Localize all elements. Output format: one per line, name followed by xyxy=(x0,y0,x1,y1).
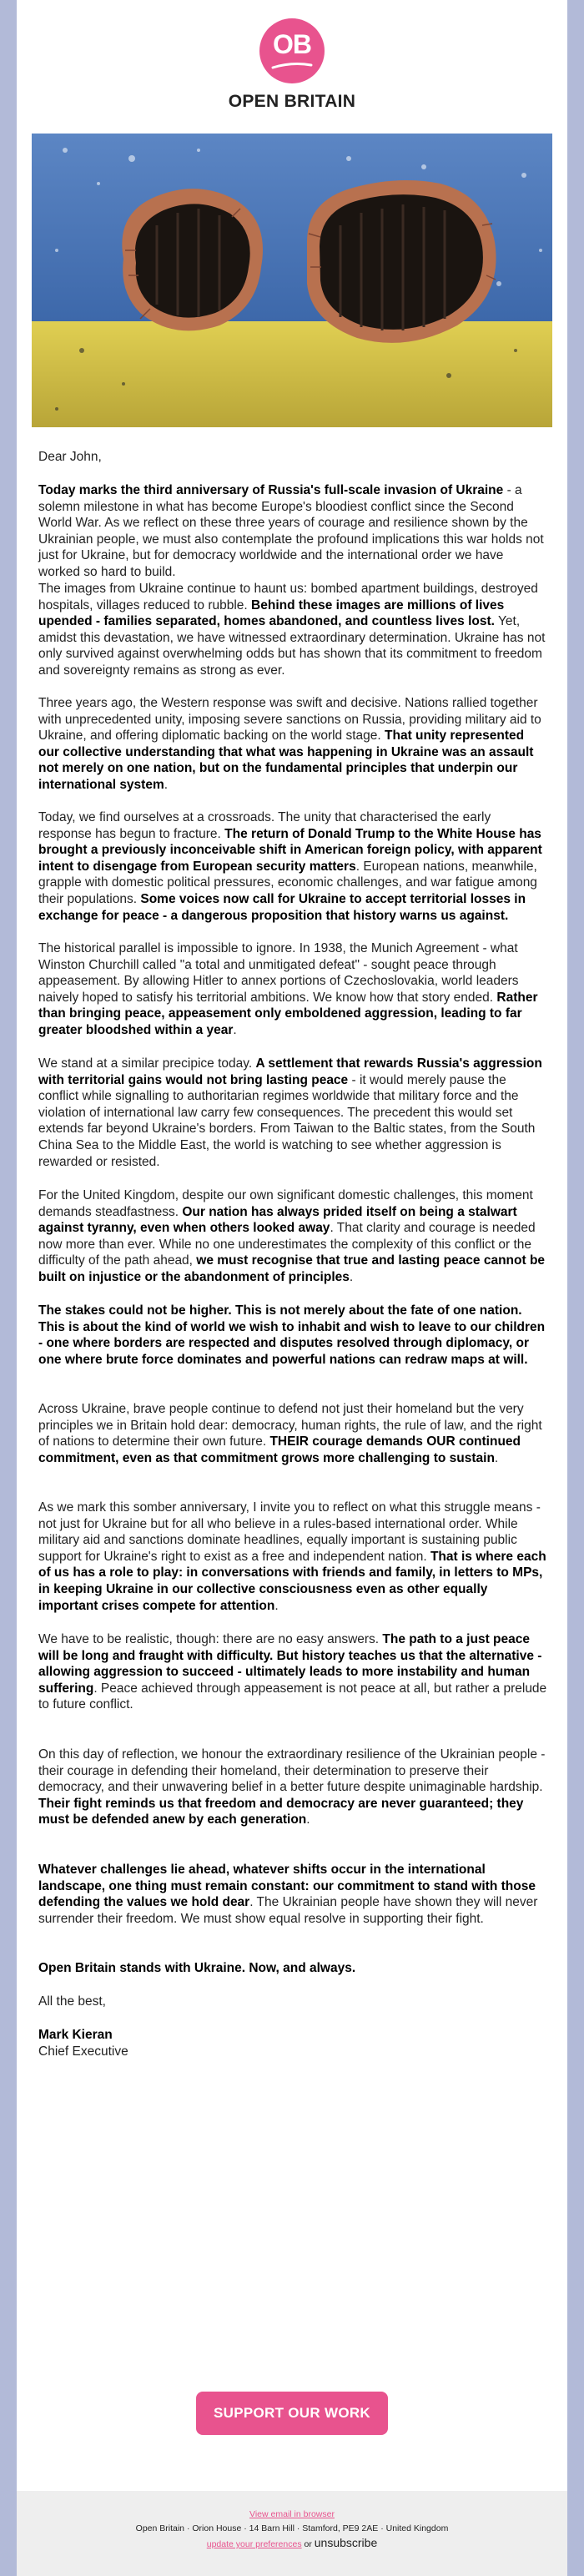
footer-or-text: or xyxy=(301,2539,315,2549)
paragraph-9 xyxy=(38,1401,547,1500)
paragraph-1 xyxy=(38,482,547,581)
paragraph-6 xyxy=(38,1056,547,1187)
p10-bold-1: That is where each of us has a role to play: in conversations with friends and family, in letters to MPs, in keeping Ukraine in our collective consciousness even as other equally important crises compete for attention xyxy=(38,1549,546,1613)
p7-text-2: . That clarity and courage is needed now more than ever. While no one underestimates the complexity of this conflict or the difficulty of the path ahead, xyxy=(38,1221,536,1268)
p12-text-1: On this day of reflection, we honour the extraordinary resilience of the Ukrainian people - their courage in defending their homeland, their determination to preserve their democracy, and their unwavering belief in a better future despite unimaginable hardship. xyxy=(38,1747,546,1795)
p3-text-1: Three years ago, the Western response was swift and decisive. Nations rallied together with unprecedented unity, imposing severe sanctions on Russia, providing military aid to Ukraine, and offering diplomatic backing on the world stage. xyxy=(38,696,541,744)
support-our-work-button[interactable]: SUPPORT OUR WORK xyxy=(196,2392,388,2435)
p4-text-2: . European nations, meanwhile, grapple with domestic political pressures, economic challenges, and war fatigue among their populations. xyxy=(38,859,537,906)
p4-text-1: Today, we find ourselves at a crossroads. The unity that characterised the early response has begun to fracture. xyxy=(38,810,491,841)
p7-bold-2: we must recognise that true and lasting peace cannot be built on injustice or the abandonment of principles xyxy=(38,1253,546,1284)
brand-name: OPEN BRITAIN xyxy=(228,92,356,111)
update-preferences-link[interactable]: update your preferences xyxy=(206,2539,302,2549)
p6-text-2: - it would merely pause the conflict while signalling to authoritarian regimes worldwide that military force and the violation of international law carry few consequences. The precedent this would set extends far beyond Ukraine's borders. From Taiwan to the Baltic states, from the South China Sea to the Middle East, the world is watching to see whether aggression is rewarded or resisted. xyxy=(38,1072,536,1169)
p11-text-1: We have to be realistic, though: there are no easy answers. xyxy=(38,1632,383,1646)
ukraine-flag-wall-image xyxy=(32,134,552,427)
open-britain-logo[interactable] xyxy=(259,18,325,83)
p14-bold-1: Open Britain stands with Ukraine. Now, and always. xyxy=(38,1961,356,1975)
paragraph-2 xyxy=(38,581,547,695)
p8-bold-1: The stakes could not be higher. This is not merely about the fate of one nation. This is about the kind of world we wish to inhabit and wish to leave to our children - one where borders are respected and disputes resolved through diplomacy, or one where brute force dominates and powerful nations can redraw maps at will. xyxy=(38,1303,546,1367)
p12-text-2: . xyxy=(306,1812,310,1827)
greeting: Dear John, xyxy=(38,450,102,464)
paragraph-11 xyxy=(38,1631,547,1747)
footer-links xyxy=(17,2536,567,2549)
p5-bold-1: Rather than bringing peace, appeasement only emboldened aggression, leading to far greater bloodshed within a year xyxy=(38,990,538,1037)
signer-name xyxy=(38,2027,547,2044)
unsubscribe-link[interactable]: unsubscribe xyxy=(314,2536,378,2549)
footer-address: Open Britain · Orion House · 14 Barn Hill · Stamford, PE9 2AE · United Kingdom xyxy=(135,2523,449,2533)
signer-name-text: Mark Kieran xyxy=(38,2028,113,2042)
paragraph-3 xyxy=(38,695,547,809)
p2-bold-1: Behind these images are millions of lives upended - families separated, homes abandoned, and countless lives lost. xyxy=(38,597,505,629)
view-in-browser-link[interactable]: View email in browser xyxy=(249,2509,335,2519)
p13-text-1: . The Ukrainian people have shown they will never surrender their freedom. We must show equal resolve in supporting their fight. xyxy=(38,1895,538,1926)
p4-bold-1: The return of Donald Trump to the White House has brought a previously inconceivable shift in American foreign policy, with apparent intent to disengage from European security matters xyxy=(38,826,542,874)
p10-text-1: As we mark this somber anniversary, I invite you to reflect on what this struggle means - not just for Ukraine but for all who believe in a rules-based international order. While military aid and sanctions dominate headlines, equally important is sustaining public support for Ukraine's right to exist as a free and independent nation. xyxy=(38,1500,541,1564)
p11-bold-1: The path to a just peace will be long and fraught with difficulty. But history teaches us that the alternative - allowing aggression to succeed - ultimately leads to more instability and human suffering xyxy=(38,1632,542,1696)
p2-text-1: The images from Ukraine continue to haunt us: bombed apartment buildings, destroyed hospitals, villages reduced to rubble. xyxy=(38,582,538,612)
p7-text-3: . xyxy=(349,1269,354,1284)
p7-bold-1: Our nation has always prided itself on being a stalwart against tyranny, even when others looked away xyxy=(38,1204,517,1236)
p1-text-1: - a solemn milestone in what has become Europe's bloodiest conflict since the Second World War. As we reflect on these three years of courage and resilience shown by the Ukrainian people, we must also contemplate the profound implications this war holds not just for Ukraine, but for democracy worldwide and the international order we have worked so hard to build. xyxy=(38,483,544,579)
p6-text-1: We stand at a similar precipice today. xyxy=(38,1056,256,1071)
paragraph-12 xyxy=(38,1747,547,1862)
p6-bold-1: A settlement that rewards Russia's aggression with territorial gains would not bring lasting peace xyxy=(38,1056,542,1087)
p4-bold-2: Some voices now call for Ukraine to accept territorial losses in exchange for peace - a dangerous proposition that history warns us against. xyxy=(38,891,526,923)
p9-text-2: . xyxy=(494,1450,499,1465)
p3-text-2: . xyxy=(164,777,169,792)
p10-text-2: . xyxy=(274,1598,279,1613)
p5-text-1: The historical parallel is impossible to ignore. In 1938, the Munich Agreement - what Winston Churchill called "a total and unmitigated defeat" - sought peace through appeasement. By allowing Hitler to annex portions of Czechoslovakia, world leaders naively hoped to satisfy his territorial ambitions. We know how that story ended. xyxy=(38,941,519,1005)
paragraph-5 xyxy=(38,940,547,1056)
paragraph-4 xyxy=(38,809,547,940)
p5-text-2: . xyxy=(233,1022,237,1037)
signoff: All the best, xyxy=(38,1994,106,2009)
header xyxy=(17,18,567,112)
logo-monogram: OB xyxy=(273,29,311,59)
p12-bold-1: Their fight reminds us that freedom and democracy are never guaranteed; they must be defended anew by each generation xyxy=(38,1796,524,1827)
email-card xyxy=(17,0,567,2576)
p9-bold-1: THEIR courage demands OUR continued commitment, even as that commitment grows more challenging to sustain xyxy=(38,1434,521,1465)
p2-text-2: Yet, amidst this devastation, we have witnessed extraordinary determination. Ukraine has not only survived against overwhelming odds but has shown that its commitment to freedom and sovereignty remains as strong as ever. xyxy=(38,614,546,678)
paragraph-7 xyxy=(38,1187,547,1303)
signer-title: Chief Executive xyxy=(38,2044,128,2059)
hero-image xyxy=(32,134,552,427)
p7-text-1: For the United Kingdom, despite our own significant domestic challenges, this moment demands steadfastness. xyxy=(38,1188,533,1219)
paragraph-10 xyxy=(38,1500,547,1631)
p13-bold-1: Whatever challenges lie ahead, whatever shifts occur in the international landscape, one thing must remain constant: our commitment to stand with those defending the values we hold dear xyxy=(38,1863,536,1910)
p3-bold-1: That unity represented our collective understanding that what was happening in Ukraine was an assault not merely on one nation, but on the fundamental principles that underpin our international system xyxy=(38,728,534,792)
email-body xyxy=(38,449,547,2060)
p9-text-1: Across Ukraine, brave people continue to defend not just their homeland but the very principles we in Britain hold dear: democracy, human rights, the rule of law, and the right of nations to determine their own future. xyxy=(38,1402,542,1449)
p1-bold-1: Today marks the third anniversary of Russia's full-scale invasion of Ukraine xyxy=(38,483,504,497)
p11-text-2: . Peace achieved through appeasement is not peace at all, but rather a prelude to future conflict. xyxy=(38,1681,547,1712)
logo-swoosh-icon xyxy=(271,62,313,70)
footer xyxy=(17,2491,567,2576)
paragraph-14 xyxy=(38,1960,547,1994)
paragraph-8 xyxy=(38,1303,547,1401)
paragraph-13 xyxy=(38,1862,547,1960)
